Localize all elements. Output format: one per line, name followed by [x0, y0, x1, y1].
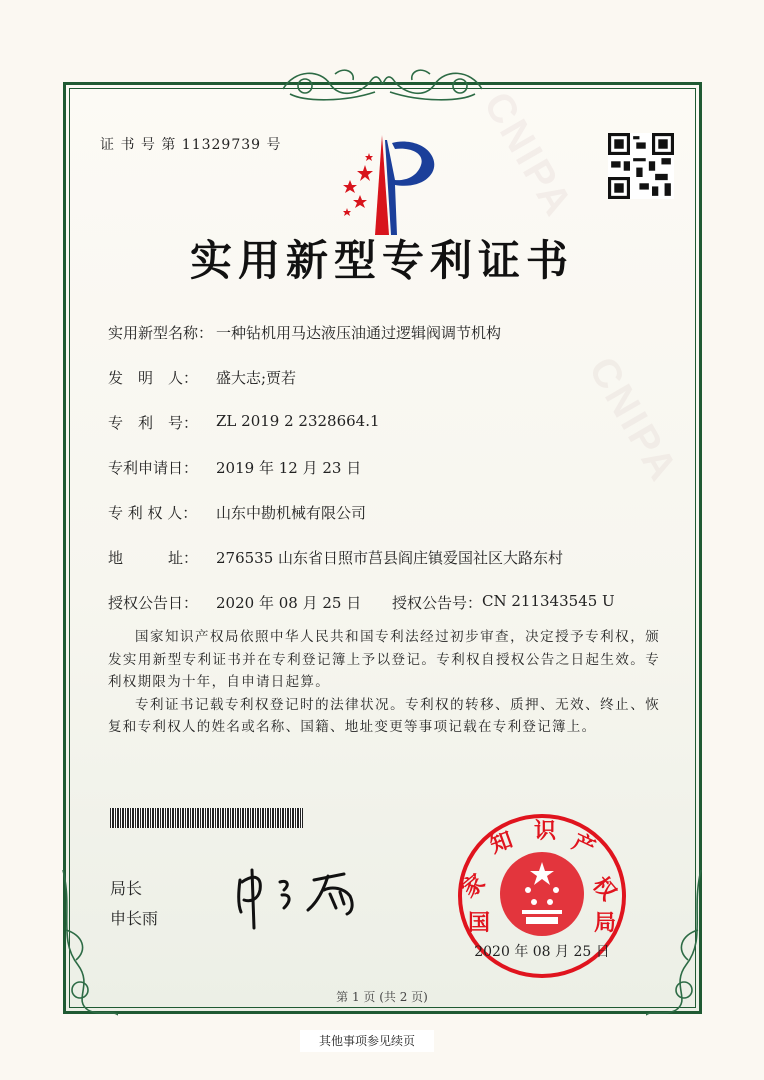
field-label: 发 明 人： — [108, 369, 199, 387]
certificate-statement — [108, 626, 660, 739]
field-value: 盛大志;贾若 — [216, 369, 297, 387]
svg-text:国: 国 — [468, 911, 491, 936]
signature-image — [232, 860, 392, 930]
field-label: 实用新型名称： — [108, 324, 214, 342]
top-ornament-icon — [275, 64, 490, 104]
field-value: CN 211343545 U — [482, 592, 615, 610]
statement-paragraph: 专利证书记载专利权登记时的法律状况。专利权的转移、质押、无效、终止、恢复和专利权人的姓名或名称、国籍、地址变更等事项记载在专利登记簿上。 — [108, 696, 660, 735]
field-value: 山东中勘机械有限公司 — [216, 504, 367, 522]
field-address — [108, 547, 563, 568]
svg-text:识: 识 — [534, 819, 557, 844]
svg-text:产: 产 — [568, 829, 599, 862]
field-label: 专 利 权 人： — [108, 504, 198, 522]
page-title: 实用新型专利证书 — [189, 236, 574, 285]
field-value: ZL 2019 2 2328664.1 — [216, 412, 380, 430]
field-grant-date — [108, 592, 361, 613]
svg-text:家: 家 — [457, 869, 491, 904]
field-value: 2019 年 12 月 23 日 — [216, 459, 362, 477]
field-patent-number — [108, 412, 380, 433]
svg-text:局: 局 — [594, 911, 617, 936]
qr-code[interactable] — [608, 133, 674, 199]
svg-text:知: 知 — [486, 827, 517, 859]
field-announcement-number — [392, 592, 615, 613]
cnipa-logo-icon — [325, 135, 440, 235]
field-application-date — [108, 457, 361, 478]
continuation-note: 其他事项参见续页 — [300, 1030, 434, 1052]
page-indicator: 第 1 页 (共 2 页) — [336, 990, 428, 1004]
signatory-title: 局长 — [110, 879, 143, 898]
field-label: 专利申请日： — [108, 459, 199, 477]
field-value: 一种钻机用马达液压油通过逻辑阀调节机构 — [216, 324, 502, 342]
field-value: 2020 年 08 月 25 日 — [216, 594, 362, 612]
certificate-number: 证 书 号 第 11329739 号 — [100, 137, 282, 153]
field-label: 授权公告号： — [392, 594, 483, 612]
field-value: 276535 山东省日照市莒县阎庄镇爱国社区大路东村 — [216, 549, 564, 567]
field-inventor — [108, 367, 296, 388]
barcode — [110, 808, 303, 828]
field-patentee — [108, 502, 366, 523]
signatory-name: 申长雨 — [110, 909, 159, 928]
svg-text:权: 权 — [587, 872, 621, 906]
field-label: 地 址： — [108, 549, 199, 567]
statement-paragraph: 国家知识产权局依照中华人民共和国专利法经过初步审查，决定授予专利权，颁发实用新型专利证书并在专利登记簿上予以登记。专利权自授权公告之日起生效。专利权期限为十年，自申请日起算。 — [108, 629, 660, 690]
watermark: CNIPA — [580, 349, 687, 491]
seal-date: 2020 年 08 月 25 日 — [474, 944, 610, 960]
field-label: 授权公告日： — [108, 594, 199, 612]
field-label: 专 利 号： — [108, 414, 199, 432]
field-name — [108, 322, 501, 343]
watermark: CNIPA — [475, 84, 582, 226]
